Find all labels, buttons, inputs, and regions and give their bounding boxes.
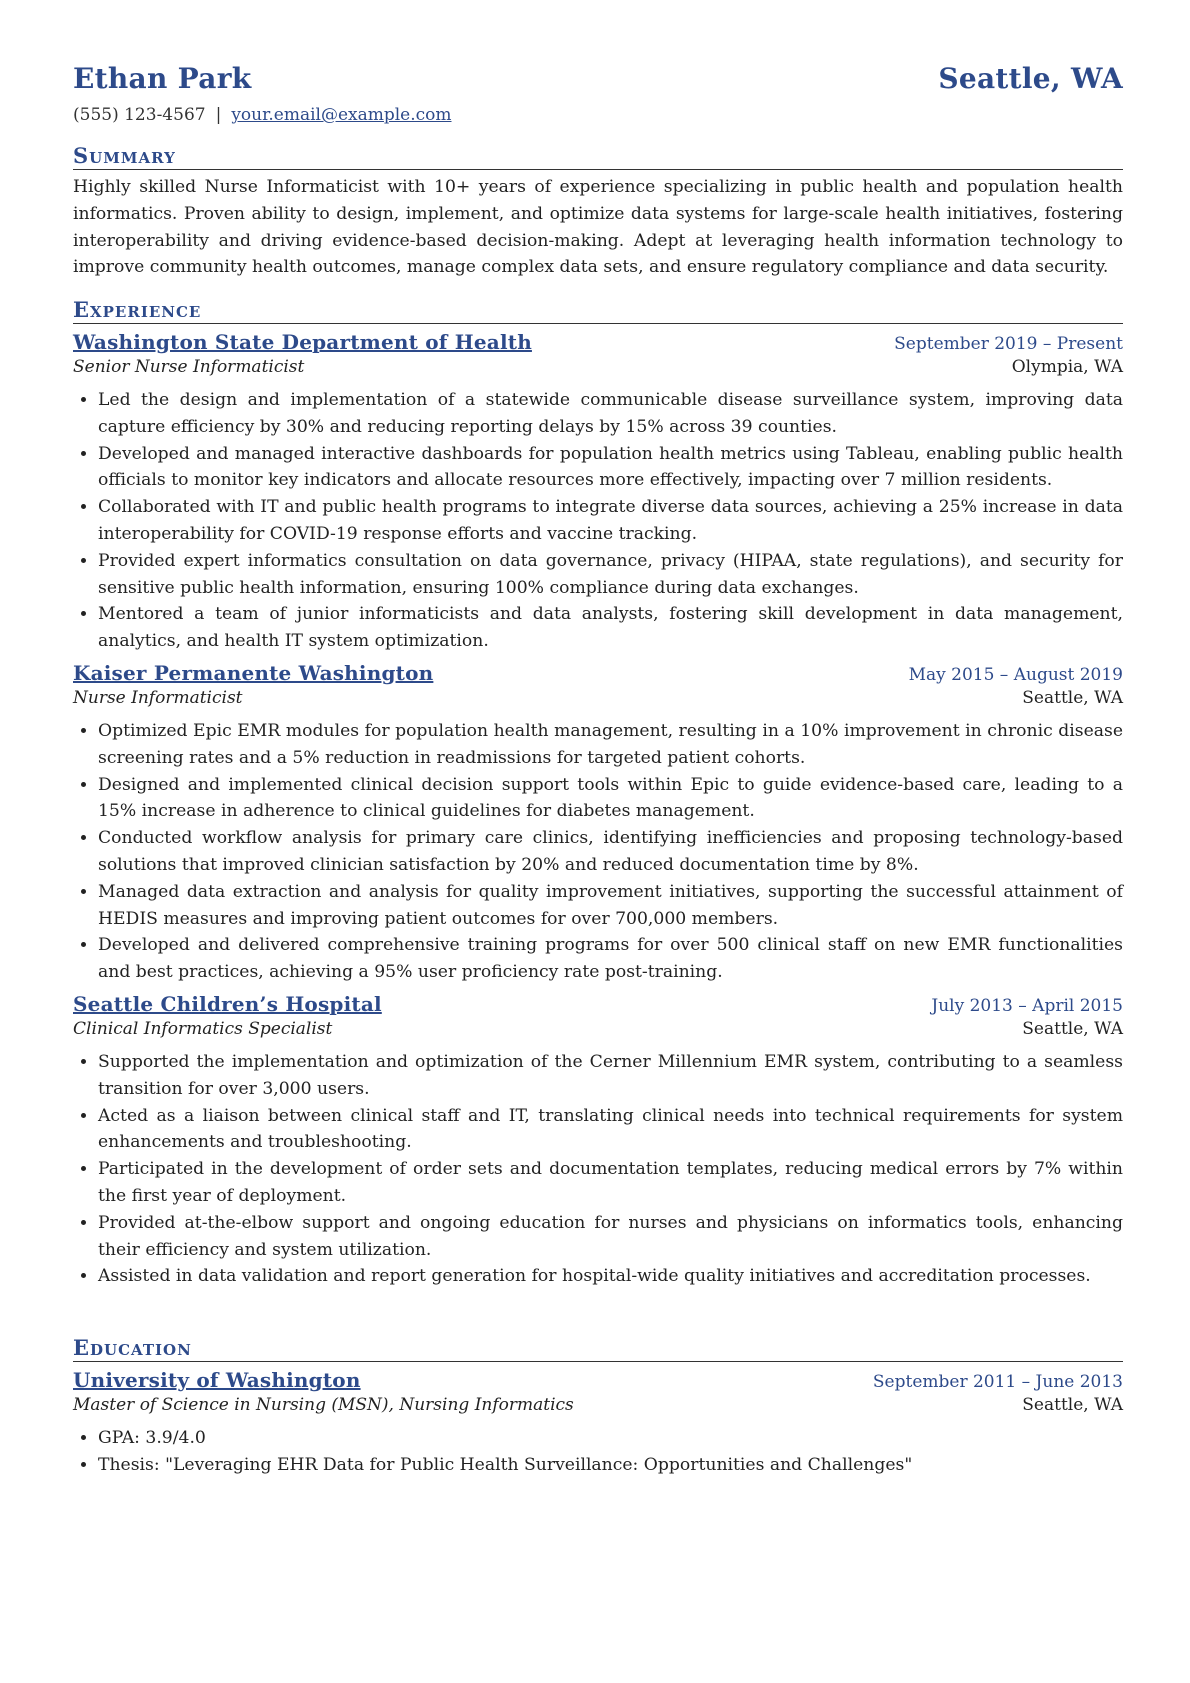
job-location: Seattle, WA: [1022, 1018, 1123, 1039]
job-entry: [73, 330, 1123, 655]
job-bullet: • Assisted in data validation and report generation for hospital-wide quality initiatives and accreditation processes.: [98, 1263, 1123, 1290]
job-entry: [73, 661, 1123, 986]
education-dates: September 2011 – June 2013: [872, 1372, 1123, 1392]
education-entry: [73, 1368, 1123, 1479]
candidate-location: Seattle, WA: [938, 62, 1123, 95]
job-header: [73, 661, 1123, 685]
job-subheader: [73, 357, 1123, 377]
education-bullets: [73, 1425, 1123, 1479]
summary-section: [73, 144, 1123, 281]
section-title-experience: Experience: [73, 298, 1123, 324]
job-role: Nurse Informaticist: [73, 687, 243, 708]
education-location: Seattle, WA: [1022, 1395, 1123, 1415]
summary-text: Highly skilled Nurse Informaticist with 10+ years of experience specializing in public health and population health informatics. Proven ability to design, implement, and optimize data systems for large-scale health initiatives, fostering interoperability and driving evidence-based decision-making. Adept at leveraging health information technology to improve community health outcomes, manage complex data sets, and ensure regulatory compliance and data security.: [73, 177, 1123, 278]
job-role: Senior Nurse Informaticist: [73, 357, 305, 377]
job-bullet: • Mentored a team of junior informaticists and data analysts, fostering skill development in data management, analytics, and health IT system optimization.: [98, 601, 1123, 655]
job-bullet: • Supported the implementation and optimization of the Cerner Millennium EMR system, contributing to a seamless transition for over 3,000 users.: [98, 1049, 1123, 1103]
contact-line: [73, 105, 1123, 125]
section-title-summary: Summary: [73, 144, 1123, 170]
job-bullet: • Developed and delivered comprehensive training programs for over 500 clinical staff on new EMR functionalities and best practices, achieving a 95% user proficiency rate post-training.: [98, 932, 1123, 986]
job-bullets: [73, 718, 1123, 986]
job-organization[interactable]: Seattle Children’s Hospital: [73, 991, 382, 1016]
job-bullets: [73, 387, 1123, 655]
job-organization[interactable]: Washington State Department of Health: [73, 330, 532, 354]
section-title-education: Education: [73, 1336, 1123, 1362]
phone-number: (555) 123-4567: [73, 105, 206, 125]
education-institution[interactable]: University of Washington: [73, 1368, 361, 1392]
job-subheader: [73, 1019, 1123, 1039]
name-row: [73, 62, 1123, 95]
education-bullet: • Thesis: "Leveraging EHR Data for Public Health Surveillance: Opportunities and Challenges": [98, 1452, 1123, 1479]
experience-section: [73, 298, 1123, 1290]
education-header: [73, 1368, 1123, 1392]
education-section: [73, 1336, 1123, 1479]
job-bullets: [73, 1049, 1123, 1290]
email-link[interactable]: your.email@example.com: [231, 105, 452, 125]
job-entry: [73, 992, 1123, 1290]
job-subheader: [73, 688, 1123, 708]
resume-header: [73, 62, 1123, 125]
job-bullet: • Conducted workflow analysis for primary care clinics, identifying inefficiencies and proposing technology-based solutions that improved clinician satisfaction by 20% and reduced documentation time by 8%.: [98, 825, 1123, 879]
job-bullet: • Participated in the development of order sets and documentation templates, reducing medical errors by 7% within the first year of deployment.: [98, 1156, 1123, 1210]
job-bullet: • Designed and implemented clinical decision support tools within Epic to guide evidence-based care, leading to a 15% increase in adherence to clinical guidelines for diabetes management.: [98, 772, 1123, 826]
job-organization[interactable]: Kaiser Permanente Washington: [73, 660, 434, 685]
job-location: Olympia, WA: [1011, 357, 1123, 377]
job-bullet: • Developed and managed interactive dashboards for population health metrics using Tableau, enabling public health officials to monitor key indicators and allocate resources more effectively, impacting over 7 million residents.: [98, 441, 1123, 495]
job-header: [73, 992, 1123, 1016]
job-location: Seattle, WA: [1022, 687, 1123, 708]
job-dates: July 2013 – April 2015: [931, 995, 1123, 1016]
candidate-name: Ethan Park: [73, 62, 252, 95]
job-bullet: • Provided expert informatics consultation on data governance, privacy (HIPAA, state regulations), and security for sensitive public health information, ensuring 100% compliance during data exchanges.: [98, 548, 1123, 602]
job-role: Clinical Informatics Specialist: [73, 1018, 333, 1039]
job-bullet: • Collaborated with IT and public health programs to integrate diverse data sources, achieving a 25% increase in data interoperability for COVID-19 response efforts and vaccine tracking.: [98, 494, 1123, 548]
job-header: [73, 330, 1123, 354]
education-subheader: [73, 1395, 1123, 1415]
job-dates: September 2019 – Present: [894, 334, 1123, 354]
job-bullet: • Acted as a liaison between clinical staff and IT, translating clinical needs into technical requirements for system enhancements and troubleshooting.: [98, 1103, 1123, 1157]
contact-separator: |: [215, 105, 222, 125]
job-bullet: • Provided at-the-elbow support and ongoing education for nurses and physicians on informatics tools, enhancing their efficiency and system utilization.: [98, 1210, 1123, 1264]
education-bullet: • GPA: 3.9/4.0: [98, 1425, 1123, 1452]
job-bullet: • Led the design and implementation of a statewide communicable disease surveillance system, improving data capture efficiency by 30% and reducing reporting delays by 15% across 39 counties.: [98, 387, 1123, 441]
job-bullet: • Optimized Epic EMR modules for population health management, resulting in a 10% improvement in chronic disease screening rates and a 5% reduction in readmissions for targeted patient cohorts.: [98, 718, 1123, 772]
education-degree: Master of Science in Nursing (MSN), Nursing Informatics: [73, 1395, 574, 1415]
job-dates: May 2015 – August 2019: [908, 664, 1123, 685]
job-bullet: • Managed data extraction and analysis for quality improvement initiatives, supporting the successful attainment of HEDIS measures and improving patient outcomes for over 700,000 members.: [98, 879, 1123, 933]
